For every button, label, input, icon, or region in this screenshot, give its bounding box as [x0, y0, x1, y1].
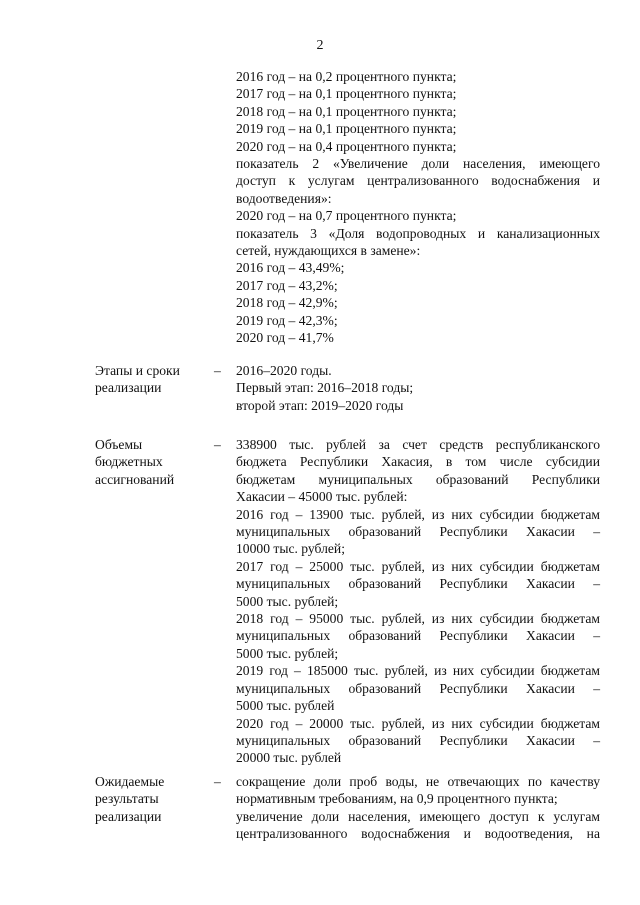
- indicator2-title-line: водоотведения»:: [236, 190, 332, 206]
- budget-intro-line: бюджетам муниципальных образований Республики: [236, 471, 600, 487]
- stages-line: Первый этап: 2016–2018 годы;: [236, 380, 414, 396]
- results-line: увеличение доли населения, имеющего доступ к услугам: [236, 808, 600, 824]
- results-line: централизованного водоснабжения и водоотведения, на: [236, 826, 600, 842]
- indicator-continuation: [236, 68, 600, 347]
- indicator3-title-line: сетей, нуждающихся в замене»:: [236, 243, 421, 259]
- budget-year-line: 5000 тыс. рублей;: [236, 645, 339, 661]
- indicator-year-line: 2018 год – на 0,1 процентного пункта;: [236, 103, 457, 119]
- budget-year-line: муниципальных образований Республики Хакасии –: [236, 524, 600, 540]
- indicator-year-line: 2016 год – на 0,2 процентного пункта;: [236, 69, 457, 84]
- results-label-line: реализации: [95, 808, 162, 824]
- indicator2-value: 2020 год – на 0,7 процентного пункта;: [236, 208, 457, 224]
- budget-year-line: муниципальных образований Республики Хакасии –: [236, 628, 600, 644]
- indicator-year-line: 2017 год – на 0,1 процентного пункта;: [236, 86, 457, 102]
- results-line: сокращение доли проб воды, не отвечающих по качеству: [236, 774, 600, 789]
- budget-content: [236, 436, 600, 767]
- budget-year-line: муниципальных образований Республики Хакасии –: [236, 680, 600, 696]
- indicator3-value: 2016 год – 43,49%;: [236, 260, 345, 276]
- budget-year-line: 2019 год – 185000 тыс. рублей, из них субсидии бюджетам: [236, 663, 600, 679]
- results-line: нормативным требованиям, на 0,9 процентного пункта;: [236, 791, 558, 807]
- indicator3-value: 2017 год – 43,2%;: [236, 277, 338, 293]
- budget-label-line: бюджетных: [95, 454, 163, 470]
- budget-intro-line: 338900 тыс. рублей за счет средств республиканского: [236, 437, 600, 452]
- budget-intro-line: бюджета Республики Хакасия, в том числе субсидии: [236, 454, 600, 470]
- stages-line: второй этап: 2019–2020 годы: [236, 397, 404, 413]
- results-content: [236, 773, 600, 843]
- indicator3-value: 2020 год – 41,7%: [236, 330, 334, 346]
- indicator3-value: 2019 год – 42,3%;: [236, 312, 338, 328]
- budget-label-line: Объемы: [95, 437, 143, 452]
- budget-year-line: 5000 тыс. рублей: [236, 698, 335, 714]
- budget-label-line: ассигнований: [95, 471, 175, 487]
- indicator3-value: 2018 год – 42,9%;: [236, 295, 338, 311]
- budget-label: [95, 436, 215, 488]
- stages-label-line: реализации: [95, 380, 162, 396]
- budget-dash: –: [214, 437, 221, 452]
- budget-year-line: муниципальных образований Республики Хакасии –: [236, 732, 600, 748]
- stages-label: [95, 362, 215, 397]
- budget-year-line: 2018 год – 95000 тыс. рублей, из них субсидии бюджетам: [236, 611, 600, 627]
- budget-intro-line: Хакасии – 45000 тыс. рублей:: [236, 489, 408, 505]
- indicator3-title-line: показатель 3 «Доля водопроводных и канализационных: [236, 225, 600, 241]
- results-dash: –: [214, 774, 221, 789]
- budget-year-line: 2016 год – 13900 тыс. рублей, из них субсидии бюджетам: [236, 506, 600, 522]
- budget-year-line: 5000 тыс. рублей;: [236, 593, 339, 609]
- budget-year-line: 2017 год – 25000 тыс. рублей, из них субсидии бюджетам: [236, 558, 600, 574]
- stages-label-line: Этапы и сроки: [95, 363, 180, 378]
- indicator2-title-line: показатель 2 «Увеличение доли населения, имеющего: [236, 156, 600, 172]
- budget-year-line: муниципальных образований Республики Хакасии –: [236, 576, 600, 592]
- budget-year-line: 20000 тыс. рублей: [236, 750, 342, 766]
- results-label-line: Ожидаемые: [95, 774, 165, 789]
- stages-line: 2016–2020 годы.: [236, 363, 332, 378]
- indicator-year-line: 2019 год – на 0,1 процентного пункта;: [236, 121, 457, 137]
- indicator2-title-line: доступ к услугам централизованного водоснабжения и: [236, 173, 600, 189]
- stages-dash: –: [214, 363, 221, 378]
- results-label-line: результаты: [95, 791, 159, 807]
- indicator-year-line: 2020 год – на 0,4 процентного пункта;: [236, 138, 457, 154]
- page-number: 2: [316, 38, 324, 53]
- budget-year-line: 2020 год – 20000 тыс. рублей, из них субсидии бюджетам: [236, 715, 600, 731]
- stages-content: [236, 362, 600, 414]
- budget-year-line: 10000 тыс. рублей;: [236, 541, 345, 557]
- results-label: [95, 773, 215, 825]
